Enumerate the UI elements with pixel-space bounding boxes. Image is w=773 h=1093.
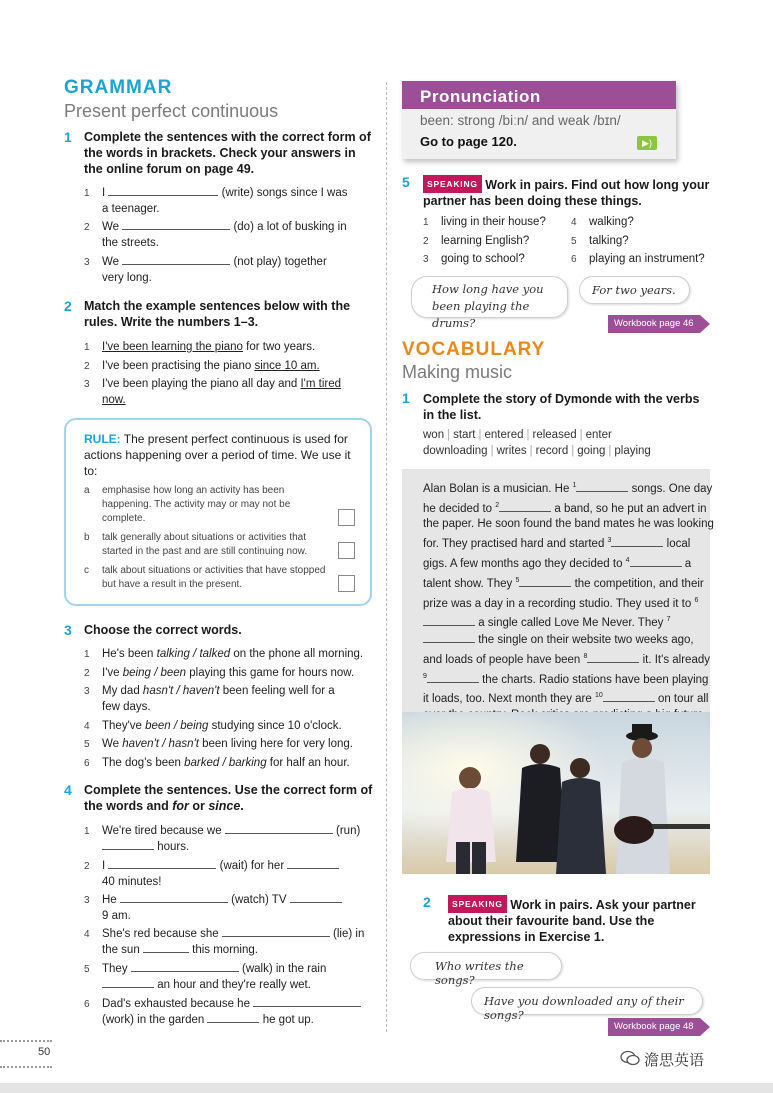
workbook-arrow-icon (700, 1018, 710, 1036)
answer-blank[interactable] (108, 185, 218, 196)
vocab-ex2-number: 2 (423, 894, 431, 910)
story-blank-9[interactable] (427, 672, 479, 683)
story-blank-8[interactable] (587, 652, 639, 663)
list-item-cont: 40 minutes! (102, 876, 162, 888)
list-item: 1 I (write) songs since I was (84, 187, 348, 199)
column-divider (386, 82, 387, 1032)
wechat-label: 澹思英语 (644, 1052, 705, 1069)
answer-blank[interactable] (102, 839, 154, 850)
list-item: 5 They (walk) in the rain (84, 963, 327, 975)
answer-blank[interactable] (253, 996, 361, 1007)
rule-intro: RULE: The present perfect continuous is used for actions happening over a period of time. We use it to: (84, 432, 351, 478)
list-item: 4 They've been / being studying since 10 o'clock. (84, 720, 342, 732)
grammar-ex1-number: 1 (64, 129, 72, 145)
answer-blank[interactable] (287, 858, 339, 869)
choice-option[interactable]: been / being (145, 720, 209, 732)
list-item: 5 talking? (571, 235, 629, 247)
grammar-subheading: Present perfect continuous (64, 101, 279, 121)
list-item: 3 We (not play) together (84, 256, 327, 268)
page-number: 50 (38, 1046, 51, 1058)
rule-b-checkbox[interactable] (338, 542, 355, 559)
list-item: 1 We're tired because we (run) (84, 825, 361, 837)
choice-option[interactable]: hasn't / haven't (142, 685, 220, 697)
story-blank-7[interactable] (423, 632, 475, 643)
story-blank-3[interactable] (611, 536, 663, 547)
choice-option[interactable]: talking / talked (156, 648, 231, 660)
list-item: 3 He (watch) TV (84, 892, 342, 909)
word-list-row-2: downloading | writes | record | going | playing (423, 445, 651, 457)
speaking-tag: SPEAKING (448, 895, 507, 913)
answer-blank[interactable] (143, 942, 189, 953)
story-text: Alan Bolan is a musician. He $^1$ songs. One day he decided to $^2$ a band, so he put an advert in the paper. He soon found the band mates he was looking for. They practised hard and started $^3$ local gigs. A few months ago they decided to $^4$ a talent show. They $^5$ the competition, and their prize was a day in a recording studio. They used it to $^6$ a single called Love Me Never. They $^7$ the single on their website two weeks ago, and loads of people have been $^8$ it. It's already $^9$ the charts. Radio stations have been playing it loads, too. Next month they are $^{10}$ on tour all (423, 482, 714, 706)
grammar-ex2-title: Match the example sentences below with the rules. Write the numbers 1–3. (84, 299, 351, 329)
list-item: 1 He's been talking / talked on the phone all morning. (84, 648, 364, 660)
choice-option[interactable]: being / been (122, 667, 187, 679)
rule-item-b: b (84, 532, 90, 543)
vocab-ex2-title: SPEAKING Work in pairs. Ask your partner about their favourite band. Use the expressions in Exercise 1. (448, 895, 718, 945)
vocabulary-subheading: Making music (402, 362, 513, 382)
vocabulary-heading: VOCABULARY (402, 339, 546, 360)
rule-item-b-text: talk generally about situations or activities that started in the past and are still continuing now. (102, 532, 308, 557)
page-dots-bottom (0, 1066, 52, 1068)
grammar-ex4-title: Complete the sentences. Use the correct form of the words and for or since. (84, 783, 373, 813)
grammar-ex3-title: Choose the correct words. (84, 623, 242, 637)
list-item-cont: few days. (102, 701, 151, 713)
grammar-ex1-title: Complete the sentences with the correct form of the words in brackets. Check your answers in the online forum on page 49. (84, 130, 371, 176)
list-item: 2 I've been practising the piano since 10 am. (84, 360, 320, 372)
list-item: 1 I've been learning the piano for two years. (84, 341, 316, 353)
story-blank-6[interactable] (423, 615, 475, 626)
rule-c-checkbox[interactable] (338, 575, 355, 592)
answer-blank[interactable] (222, 926, 330, 937)
story-blank-4[interactable] (630, 556, 682, 567)
list-item-cont: very long. (102, 272, 152, 284)
answer-blank[interactable] (122, 254, 230, 265)
choice-option[interactable]: haven't / hasn't (122, 738, 199, 750)
answer-blank[interactable] (120, 892, 228, 903)
pronunciation-title: Pronunciation (402, 81, 676, 109)
story-blank-10[interactable] (603, 691, 655, 702)
pronunciation-goto: Go to page 120. (420, 134, 517, 149)
speech-bubble-question: Who writes the songs? (410, 952, 562, 980)
list-item-cont: an hour and they're really wet. (102, 977, 311, 993)
list-item-cont: the sun this morning. (102, 944, 258, 956)
list-item-cont: now. (102, 394, 126, 406)
rule-a-checkbox[interactable] (338, 509, 355, 526)
story-blank-2[interactable] (499, 501, 551, 512)
story-blank-1[interactable] (576, 481, 628, 492)
word-list-row-1: won | start | entered | released | enter (423, 429, 612, 441)
grammar-ex3-number: 3 (64, 622, 72, 638)
list-item: 1 living in their house? (423, 216, 546, 228)
speaking5-number: 5 (402, 174, 410, 190)
list-item: 3 My dad hasn't / haven't been feeling well for a (84, 685, 335, 697)
answer-blank[interactable] (131, 961, 239, 972)
rule-item-c-text: talk about situations or activities that have stopped but have a result in the present. (102, 565, 326, 590)
rule-item-a-text: emphasise how long an activity has been happening. The activity may or may not be complete. (102, 485, 291, 524)
bottom-bar (0, 1083, 773, 1093)
list-item: 2 We (do) a lot of busking in (84, 221, 347, 233)
speech-bubble-question-2: Have you downloaded any of their songs? (471, 987, 703, 1015)
workbook-link[interactable]: Workbook page 46 (608, 315, 700, 333)
workbook-arrow-icon (700, 315, 710, 333)
answer-blank[interactable] (122, 219, 230, 230)
answer-blank[interactable] (207, 1012, 259, 1023)
rule-item-c: c (84, 565, 89, 576)
answer-blank[interactable] (108, 858, 216, 869)
list-item: 2 learning English? (423, 235, 530, 247)
speaking-tag: SPEAKING (423, 175, 482, 193)
speaking5-title: SPEAKING Work in pairs. Find out how long your partner has been doing these things. (423, 175, 719, 209)
list-item: 3 I've been playing the piano all day and I'm tired (84, 378, 342, 390)
list-item-cont: the streets. (102, 237, 159, 249)
list-item-cont: (work) in the garden he got up. (102, 1014, 314, 1026)
list-item: 6 Dad's exhausted because he (84, 996, 361, 1013)
list-item: 6 The dog's been barked / barking for half an hour. (84, 757, 350, 769)
list-item: 6 playing an instrument? (571, 253, 705, 265)
grammar-heading: GRAMMAR (64, 77, 173, 98)
list-item: 5 We haven't / hasn't been living here for very long. (84, 738, 353, 750)
list-item: 4 walking? (571, 216, 634, 228)
choice-option[interactable]: barked / barking (184, 757, 267, 769)
wechat-icon (620, 1050, 640, 1066)
story-blank-5[interactable] (519, 576, 571, 587)
grammar-ex2-number: 2 (64, 298, 72, 314)
list-item: 3 going to school? (423, 253, 525, 265)
speech-bubble-answer: For two years. (579, 276, 690, 304)
pronunciation-line: been: strong /biːn/ and weak /bɪn/ (420, 113, 621, 128)
list-item: 2 I've being / been playing this game for hours now. (84, 667, 355, 679)
rule-item-a: a (84, 485, 90, 496)
speech-bubble-question: How long have you been playing the drums? (411, 276, 568, 318)
answer-blank[interactable] (290, 892, 342, 903)
answer-blank[interactable] (102, 977, 154, 988)
vocab-ex1-title: Complete the story of Dymonde with the verbs in the list. (423, 392, 700, 422)
answer-blank[interactable] (225, 823, 333, 834)
grammar-ex4-number: 4 (64, 782, 72, 798)
page-dots-top (0, 1040, 52, 1042)
list-item: 4 She's red because she (lie) in (84, 928, 365, 940)
band-photo (402, 712, 710, 874)
list-item-cont: 9 am. (102, 910, 131, 922)
list-item-cont: a teenager. (102, 203, 160, 215)
vocab-ex1-number: 1 (402, 390, 410, 406)
list-item-cont: hours. (102, 839, 189, 855)
list-item: 2 I (wait) for her (84, 858, 339, 875)
workbook-link[interactable]: Workbook page 48 (608, 1018, 700, 1036)
speaker-icon[interactable]: ▶) (637, 136, 657, 150)
